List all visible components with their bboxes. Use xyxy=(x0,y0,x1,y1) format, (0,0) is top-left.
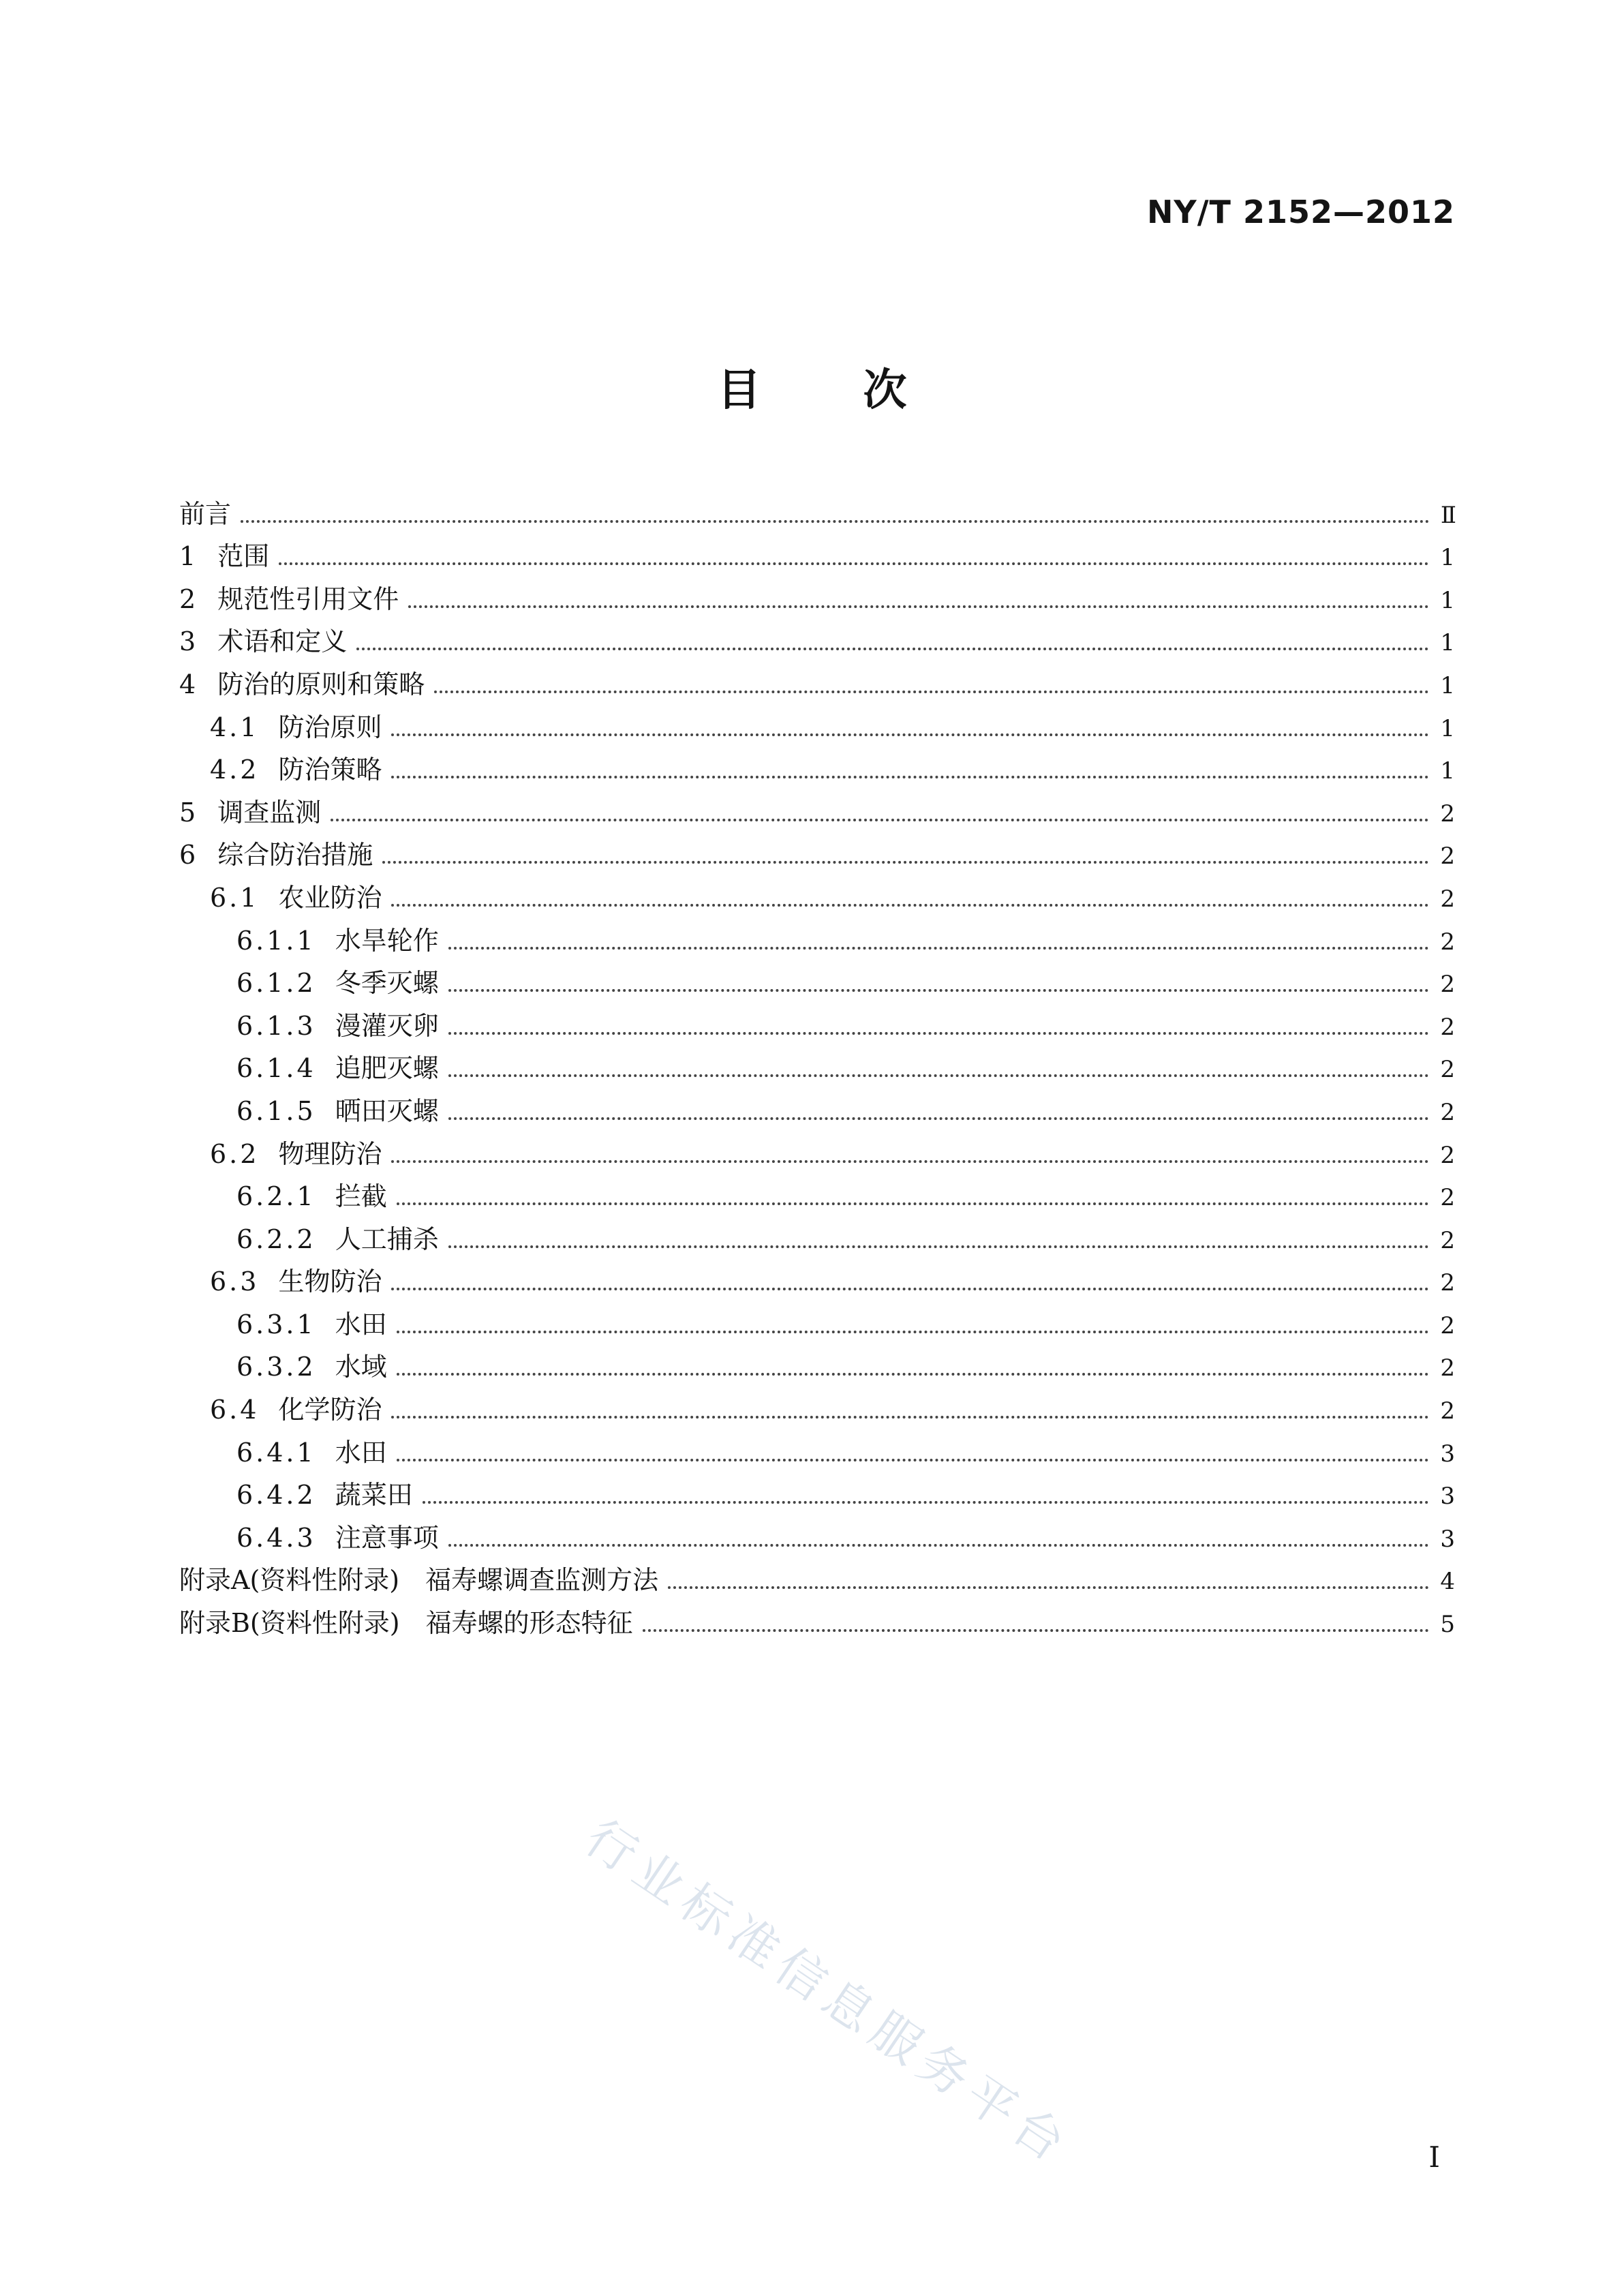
toc-entry[interactable] xyxy=(179,1131,1455,1174)
toc-dot-leader xyxy=(448,1031,1430,1035)
toc-entry-title: 拦截 xyxy=(335,1181,387,1212)
toc-dot-leader xyxy=(382,860,1429,864)
toc-dot-leader xyxy=(423,1500,1430,1504)
toc-entry[interactable] xyxy=(179,1558,1455,1601)
toc-entry-page: 2 xyxy=(1440,1184,1455,1212)
toc-entry-number: 6.2.1 xyxy=(236,1181,316,1212)
toc-dot-leader xyxy=(448,988,1430,992)
toc-entry-number: 6.1.4 xyxy=(236,1053,316,1084)
toc-entry-page: Ⅱ xyxy=(1440,501,1455,529)
toc-entry-title: 蔬菜田 xyxy=(335,1480,413,1511)
toc-entry-number: 6.2.2 xyxy=(236,1224,316,1254)
toc-entry-number: 6.4 xyxy=(210,1395,260,1425)
toc-entry-number: 6.3 xyxy=(210,1267,260,1297)
toc-entry[interactable] xyxy=(179,1429,1455,1472)
toc-entry[interactable] xyxy=(179,747,1455,790)
toc-entry-title: 范围 xyxy=(217,541,270,572)
toc-entry[interactable] xyxy=(179,832,1455,875)
toc-entry-page: 2 xyxy=(1440,800,1455,828)
toc-entry-title: 前言 xyxy=(179,498,232,529)
toc-entry[interactable] xyxy=(179,960,1455,1003)
toc-entry-title: 水旱轮作 xyxy=(335,925,439,956)
toc-entry[interactable] xyxy=(179,1515,1455,1558)
toc-dot-leader xyxy=(331,818,1429,821)
toc-entry-page: 1 xyxy=(1440,757,1455,785)
toc-entry-number: 4.2 xyxy=(210,755,260,785)
toc-entry[interactable] xyxy=(179,1259,1455,1302)
toc-entry[interactable] xyxy=(179,1301,1455,1344)
toc-entry-page: 2 xyxy=(1440,885,1455,913)
toc-entry-page: 2 xyxy=(1440,1013,1455,1041)
toc-entry-page: 2 xyxy=(1440,928,1455,956)
toc-entry-page: 2 xyxy=(1440,1226,1455,1254)
toc-entry-title: 冬季灭螺 xyxy=(335,968,439,999)
toc-entry-number: 6.1.3 xyxy=(236,1010,316,1041)
toc-entry[interactable] xyxy=(179,619,1455,662)
toc-entry[interactable] xyxy=(179,704,1455,747)
toc-entry-title: 调查监测 xyxy=(217,797,322,828)
toc-entry-page: 2 xyxy=(1440,1098,1455,1126)
toc-entry-title: 水域 xyxy=(335,1352,387,1382)
standard-code: NY/T 2152—2012 xyxy=(1146,194,1455,230)
toc-entry[interactable] xyxy=(179,534,1455,577)
toc-entry-number: 6.1.2 xyxy=(236,968,316,999)
toc-entry-number: 6.2 xyxy=(210,1138,260,1169)
toc-entry-title: 注意事项 xyxy=(335,1522,439,1553)
toc-entry[interactable] xyxy=(179,491,1455,534)
toc-entry[interactable] xyxy=(179,1174,1455,1217)
toc-entry-title: 水田 xyxy=(335,1309,387,1339)
toc-entry-title: 物理防治 xyxy=(278,1138,382,1169)
toc-entry-title: 追肥灭螺 xyxy=(335,1053,439,1084)
toc-entry-number: 2 xyxy=(179,583,199,614)
toc-dot-leader xyxy=(397,1330,1430,1333)
toc-entry-page: 1 xyxy=(1440,671,1455,699)
toc-entry-page: 2 xyxy=(1440,1312,1455,1339)
toc-entry-title: 漫灌灭卵 xyxy=(335,1010,439,1041)
toc-dot-leader xyxy=(391,1159,1429,1163)
toc-entry-title: 防治的原则和策略 xyxy=(217,669,425,699)
toc-entry[interactable] xyxy=(179,1216,1455,1259)
toc-entry-page: 2 xyxy=(1440,1141,1455,1169)
toc-dot-leader xyxy=(391,1287,1429,1290)
toc-entry-title: 综合防治措施 xyxy=(217,840,373,870)
toc-entry[interactable] xyxy=(179,1046,1455,1089)
toc-dot-leader xyxy=(391,1415,1429,1419)
page-number: I xyxy=(1428,2140,1440,2174)
toc-entry[interactable] xyxy=(179,1344,1455,1387)
toc-entry-title: 水田 xyxy=(335,1437,387,1468)
toc-entry-number: 4 xyxy=(179,669,199,699)
toc-entry-page: 2 xyxy=(1440,1269,1455,1297)
page-title-char-2: 次 xyxy=(863,365,907,416)
toc-entry-title: 附录B(资料性附录) 福寿螺的形态特征 xyxy=(179,1608,633,1639)
toc-dot-leader xyxy=(391,903,1429,907)
page-title-char-1: 目 xyxy=(717,365,761,416)
toc-entry[interactable] xyxy=(179,576,1455,619)
toc-entry-number: 6 xyxy=(179,840,199,870)
toc-entry-title: 术语和定义 xyxy=(217,626,348,657)
toc-dot-leader xyxy=(356,647,1429,650)
toc-entry-number: 6.1.5 xyxy=(236,1095,316,1126)
toc-entry-number: 5 xyxy=(179,797,199,828)
toc-entry[interactable] xyxy=(179,1600,1455,1643)
toc-entry-title: 化学防治 xyxy=(278,1395,382,1425)
toc-entry-number: 6.4.2 xyxy=(236,1480,316,1511)
toc-entry-title: 规范性引用文件 xyxy=(217,583,399,614)
table-of-contents xyxy=(179,491,1455,1643)
toc-entry[interactable] xyxy=(179,1472,1455,1515)
toc-entry[interactable] xyxy=(179,789,1455,832)
toc-dot-leader xyxy=(448,946,1430,950)
toc-entry-number: 4.1 xyxy=(210,712,260,742)
toc-entry-page: 2 xyxy=(1440,971,1455,999)
toc-entry-page: 3 xyxy=(1440,1483,1455,1511)
toc-entry-number: 6.4.3 xyxy=(236,1522,316,1553)
toc-entry[interactable] xyxy=(179,1088,1455,1131)
toc-entry-page: 1 xyxy=(1440,714,1455,742)
toc-entry-page: 4 xyxy=(1440,1568,1455,1596)
toc-dot-leader xyxy=(448,1543,1430,1547)
toc-dot-leader xyxy=(391,775,1429,778)
page-title xyxy=(0,356,1624,417)
toc-entry-title: 防治策略 xyxy=(278,755,382,785)
toc-entry[interactable] xyxy=(179,875,1455,918)
toc-entry-title: 附录A(资料性附录) 福寿螺调查监测方法 xyxy=(179,1565,659,1596)
toc-dot-leader xyxy=(241,519,1430,523)
toc-entry-page: 3 xyxy=(1440,1525,1455,1553)
watermark: 行业标准信息服务平台 xyxy=(575,1808,1082,2177)
toc-dot-leader xyxy=(408,605,1429,608)
toc-entry-number: 6.3.1 xyxy=(236,1309,316,1339)
toc-entry-page: 1 xyxy=(1440,544,1455,572)
toc-entry-number: 3 xyxy=(179,626,199,657)
toc-entry-page: 1 xyxy=(1440,629,1455,657)
toc-entry-title: 防治原则 xyxy=(278,712,382,742)
toc-entry-number: 6.1 xyxy=(210,882,260,913)
toc-dot-leader xyxy=(397,1202,1430,1205)
toc-entry-title: 人工捕杀 xyxy=(335,1224,439,1254)
toc-dot-leader xyxy=(448,1245,1430,1248)
toc-entry-page: 5 xyxy=(1440,1611,1455,1639)
toc-dot-leader xyxy=(434,690,1429,693)
toc-entry-number: 6.3.2 xyxy=(236,1352,316,1382)
toc-dot-leader xyxy=(397,1372,1430,1376)
toc-entry-page: 1 xyxy=(1440,586,1455,614)
toc-entry-title: 农业防治 xyxy=(278,882,382,913)
toc-entry[interactable] xyxy=(179,1386,1455,1429)
toc-dot-leader xyxy=(397,1458,1430,1461)
toc-dot-leader xyxy=(448,1074,1430,1077)
toc-entry-number: 6.1.1 xyxy=(236,925,316,956)
toc-entry[interactable] xyxy=(179,918,1455,960)
toc-entry[interactable] xyxy=(179,1003,1455,1046)
toc-entry[interactable] xyxy=(179,661,1455,704)
toc-dot-leader xyxy=(448,1117,1430,1120)
toc-entry-number: 6.4.1 xyxy=(236,1437,316,1468)
toc-entry-title: 晒田灭螺 xyxy=(335,1095,439,1126)
toc-dot-leader xyxy=(643,1628,1430,1632)
toc-entry-page: 3 xyxy=(1440,1440,1455,1468)
toc-dot-leader xyxy=(391,733,1429,736)
toc-entry-page: 2 xyxy=(1440,1354,1455,1382)
toc-entry-page: 2 xyxy=(1440,843,1455,870)
toc-dot-leader xyxy=(279,562,1429,565)
toc-entry-page: 2 xyxy=(1440,1397,1455,1425)
toc-dot-leader xyxy=(668,1586,1429,1589)
toc-entry-number: 1 xyxy=(179,541,199,572)
toc-entry-page: 2 xyxy=(1440,1056,1455,1084)
toc-entry-title: 生物防治 xyxy=(278,1267,382,1297)
